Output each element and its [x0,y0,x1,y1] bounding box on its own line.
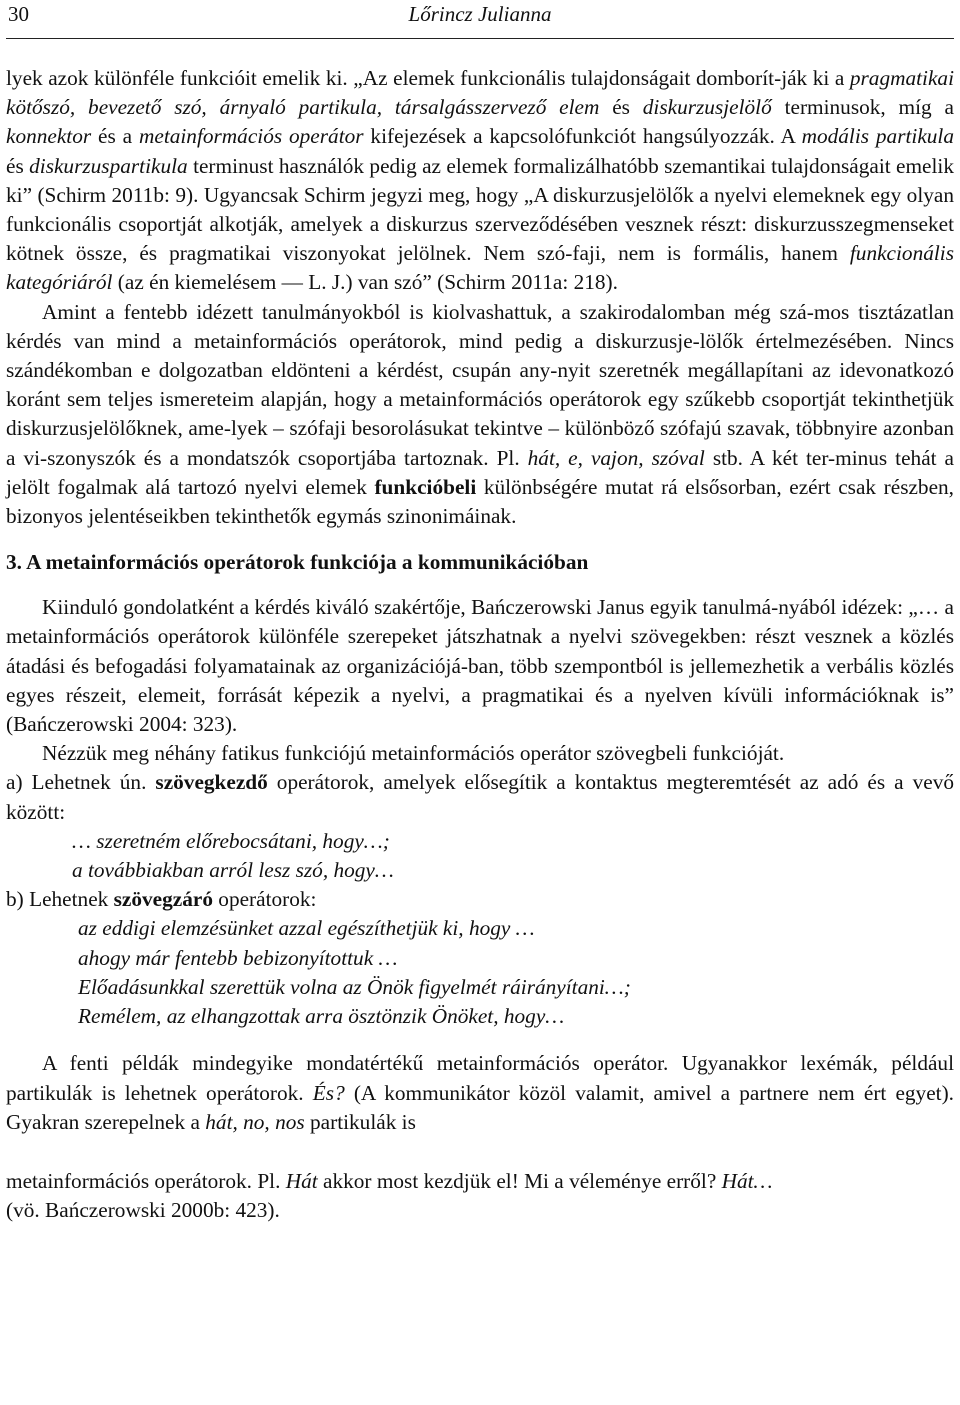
paragraph-6: metainformációs operátorok. Pl. Hát akkor most kezdjük el! Mi a véleménye erről? Hát… (vö. Bańczerowski 2000b: 423). [6,1168,773,1223]
paragraph-5: A fenti példák mindegyike mondatértékű metainformációs operátor. Ugyanakkor lexémák, például partikulák is lehetnek operátorok. És? (A kommunikátor közöl valamit, amivel a partnere nem ért egyet). Gyakran szerepelnek a hát, no, nos partikulák is [6,1051,954,1134]
running-title: Lőrincz Julianna [408,2,552,26]
example-b-2: ahogy már fentebb bebizonyítottuk … [78,945,398,970]
item-a: a) Lehetnek ún. szövegkezdő operátorok, amelyek elősegítik a kontaktus megteremtését az adó és a vevő között: [6,770,954,824]
page-header [6,0,954,39]
paragraph-2: Amint a fentebb idézett tanulmányokból is kiolvashattuk, a szakirodalomban még szá-mos tisztázatlan kérdés van mind a metainformációs operátorok, mind pedig a diskurzusje-lölők értelmezésében. Nincs szándékomban e dolgozatban eldönteni a kérdést, csupán any-nyit szeretnék megállapítani az idevonatkozó koránt sem teljes ismereteim alapján, hogy a metainformációs operátorok egy szűkebb csoportját tekinthetjük diskurzusjelölőknek, ame-lyek – szófaji besorolásukat tekintve – különböző szófajú szavak, többnyire azonban a vi-szonyszók és a mondatszók csoportjába tartoznak. Pl. hát, e, vajon, szóval stb. A két ter-minus tehát a jelölt fogalmak alá tartozó nyelvi elemek funkcióbeli különbségére mutat rá elsősorban, ezért csak részben, bizonyos jelentéseikben tekinthetők egymás szinonimáinak. [6,299,955,529]
example-b-1: az eddigi elemzésünket azzal egészíthetjük ki, hogy … [78,916,535,941]
example-b-4: Remélem, az elhangzottak arra ösztönzik Önöket, hogy… [78,1004,565,1029]
paragraph-3: Kiinduló gondolatként a kérdés kiváló szakértője, Bańczerowski Janus egyik tanulmá-nyából idézek: „… a metainformációs operátorok különféle szerepeket játszhatnak a nyelvi szövegekben: részt vesznek a közlés átadási és befogadási folyamatainak az organizációjá-ban, több szempontból is jellemezhetik a verbális közlés egyes részeit, elemeit, forrását képezik a nyelvi, a pragmatikai és a nyelven kívüli információknak is” (Bańczerowski 2004: 323). [6,595,954,737]
item-b: b) Lehetnek szövegzáró operátorok: [6,887,317,912]
section-title: 3. A metainformációs operátorok funkciója a kommunikációban [6,550,589,575]
page-number: 30 [8,2,29,26]
document-body [6,64,954,1225]
paragraph-4: Nézzük meg néhány fatikus funkciójú metainformációs operátor szövegbeli funkcióját. [42,741,785,766]
paragraph-1: lyek azok különféle funkcióit emelik ki. „Az elemek funkcionális tulajdonságait domborít-ják ki a pragmatikai kötőszó, bevezető szó, árnyaló partikula, társalgásszervező elem és diskurzusjelölő terminusok, míg a konnektor és a metainformációs operátor kifejezések a kapcsolófunkciót hangsúlyozzák. A modális partikula és diskurzuspartikula terminust használók pedig az elemek formalizálhatóbb szemantikai tulajdonságait emelik ki” (Schirm 2011b: 9). Ugyancsak Schirm jegyzi meg, hogy „A diskurzusjelölők a nyelvi elemeknek egy olyan funkcionális csoportját alkotják, amelyek a diskurzus szerveződésében vesznek részt: diskurzusszegmenseket kötnek össze, és pragmatikai viszonyokat jelölnek. Nem szó-faji, nem is formális, hanem funkcionális kategóriáról (az én kiemelésem — L. J.) van szó” (Schirm 2011a: 218). [6,66,954,295]
example-b-3: Előadásunkkal szerettük volna az Önök figyelmét ráirányítani…; [78,974,631,999]
example-a-1: … szeretném előrebocsátani, hogy…; [72,828,390,853]
example-a-2: a továbbiakban arról lesz szó, hogy… [72,858,394,883]
